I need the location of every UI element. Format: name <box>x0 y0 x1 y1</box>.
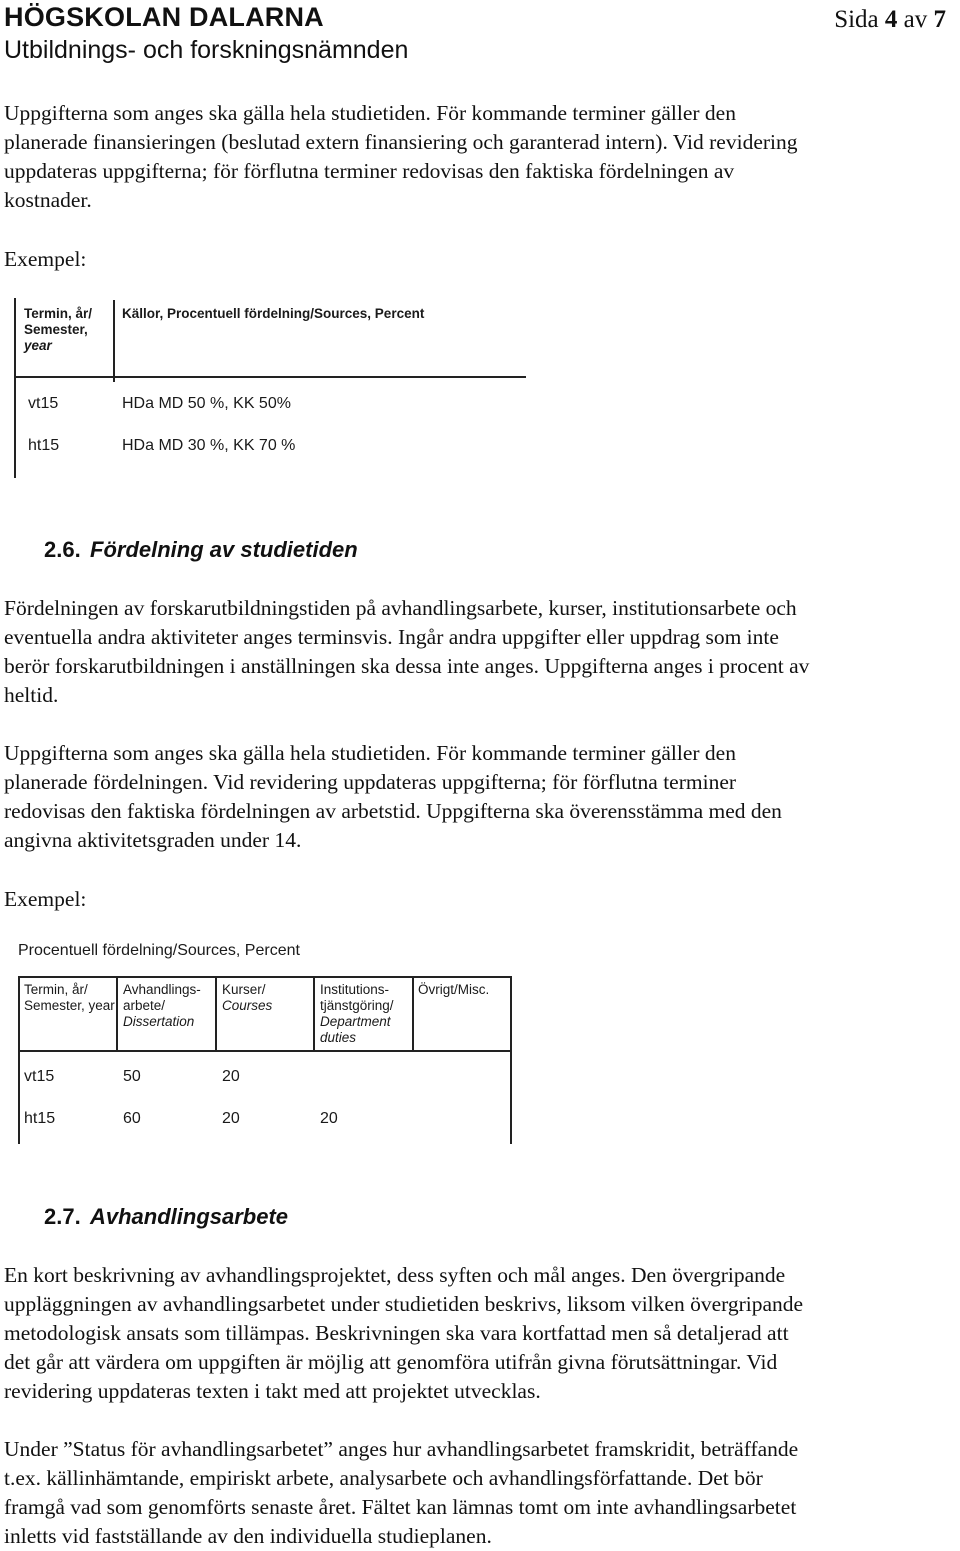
section-heading-2-6 <box>44 537 358 563</box>
paragraph-study-time <box>4 739 954 855</box>
section-number: 2.7. <box>44 1204 81 1229</box>
paragraph-line: uppdateras uppgifterna; för förflutna terminer redovisas den faktiska fördelningen av <box>4 159 735 183</box>
paragraph-line: kostnader. <box>4 188 92 212</box>
page-number: 4 <box>884 6 898 33</box>
table2-row-courses: 20 <box>222 1068 240 1085</box>
section-title: Fördelning av studietiden <box>90 537 358 562</box>
paragraph-line: Uppgifterna som anges ska gälla hela studietiden. För kommande terminer gäller den <box>4 101 736 125</box>
table2-row-duties: 20 <box>320 1110 338 1127</box>
example-table-sources <box>10 298 530 480</box>
table2-header-duties: Institutions- tjänstgöring/ Department duties <box>320 982 394 1045</box>
example-label-2: Exempel: <box>4 887 87 911</box>
example-label-1: Exempel: <box>4 247 87 271</box>
table2-header-misc: Övrigt/Misc. <box>418 982 490 997</box>
table1-row-value: HDa MD 50 %, KK 50% <box>122 395 291 412</box>
table2-header-courses: Kurser/ Courses <box>222 982 273 1013</box>
paragraph-line: heltid. <box>4 683 59 707</box>
section-heading-2-7 <box>44 1204 288 1230</box>
table1-row-value: HDa MD 30 %, KK 70 % <box>122 437 296 454</box>
table2-row-term: vt15 <box>24 1068 55 1085</box>
paragraph-line: framgå vad som genomförts senaste året. Fältet kan lämnas tomt om inte avhandlingsarbetet <box>4 1495 797 1519</box>
table2-row-courses: 20 <box>222 1110 240 1127</box>
table2-caption: Procentuell fördelning/Sources, Percent <box>18 942 300 959</box>
table2-header-dissertation: Avhandlings- arbete/ Dissertation <box>123 982 201 1029</box>
paragraph-line: Under ”Status för avhandlingsarbetet” anges hur avhandlingsarbetet framskridit, beträffande <box>4 1437 799 1461</box>
page-total: 7 <box>933 6 946 33</box>
paragraph-line: inletts vid fastställande av den individuella studieplanen. <box>4 1524 492 1548</box>
paragraph-line: uppläggningen av avhandlingsarbetet under studietiden beskrivs, liksom vilken övergripande <box>4 1292 804 1316</box>
page-prefix: Sida <box>834 6 879 33</box>
paragraph-financing <box>4 99 954 215</box>
paragraph-line: redovisas den faktiska fördelningen av arbetstid. Uppgifterna ska överensstämma med den <box>4 799 782 823</box>
table2-row-term: ht15 <box>24 1110 56 1127</box>
paragraph-thesis-status <box>4 1435 954 1551</box>
paragraph-line: berör forskarutbildningen i anställningen ska dessa inte anges. Uppgifterna anges i procent av <box>4 654 810 678</box>
paragraph-distribution <box>4 594 954 710</box>
paragraph-line: t.ex. källinhämtande, empiriskt arbete, analysarbete och avhandlingsförfattande. Det bör <box>4 1466 763 1490</box>
table1-row-term: ht15 <box>28 437 60 454</box>
table2-row-dissertation: 50 <box>123 1068 141 1085</box>
header-unit: Utbildnings- och forskningsnämnden <box>4 36 409 64</box>
table1-col2-header: Källor, Procentuell fördelning/Sources, Percent <box>122 306 425 321</box>
section-number: 2.6. <box>44 537 81 562</box>
paragraph-line: En kort beskrivning av avhandlingsprojektet, dess syften och mål anges. Den övergripande <box>4 1263 786 1287</box>
paragraph-line: planerade fördelningen. Vid revidering uppdateras uppgifterna; för förflutna terminer <box>4 770 737 794</box>
paragraph-line: det går att värdera om uppgiften är möjlig att genomföra utifrån givna förutsättningar. Vid <box>4 1350 778 1374</box>
paragraph-line: metodologisk ansats som tillämpas. Beskrivningen ska vara kortfattad men så detaljerad att <box>4 1321 789 1345</box>
example-table-distribution <box>10 938 520 1146</box>
page-mid: av <box>903 6 928 33</box>
paragraph-line: planerade finansieringen (beslutad extern finansiering och garanterad intern). Vid revidering <box>4 130 798 154</box>
paragraph-thesis-description <box>4 1261 954 1406</box>
table1-col1-header: Termin, år/ Semester, year <box>24 306 93 353</box>
paragraph-line: angivna aktivitetsgraden under 14. <box>4 828 302 852</box>
table2-header-term: Termin, år/ Semester, year <box>24 982 115 1013</box>
paragraph-line: Uppgifterna som anges ska gälla hela studietiden. För kommande terminer gäller den <box>4 741 736 765</box>
table1-row-term: vt15 <box>28 395 59 412</box>
header-org: HÖGSKOLAN DALARNA <box>4 2 324 32</box>
page-indicator <box>834 6 946 34</box>
paragraph-line: eventuella andra aktiviteter anges terminsvis. Ingår andra uppgifter eller uppdrag som inte <box>4 625 779 649</box>
table2-row-dissertation: 60 <box>123 1110 141 1127</box>
paragraph-line: revidering uppdateras texten i takt med att projektet utvecklas. <box>4 1379 541 1403</box>
paragraph-line: Fördelningen av forskarutbildningstiden på avhandlingsarbete, kurser, institutionsarbete och <box>4 596 797 620</box>
section-title: Avhandlingsarbete <box>90 1204 289 1229</box>
